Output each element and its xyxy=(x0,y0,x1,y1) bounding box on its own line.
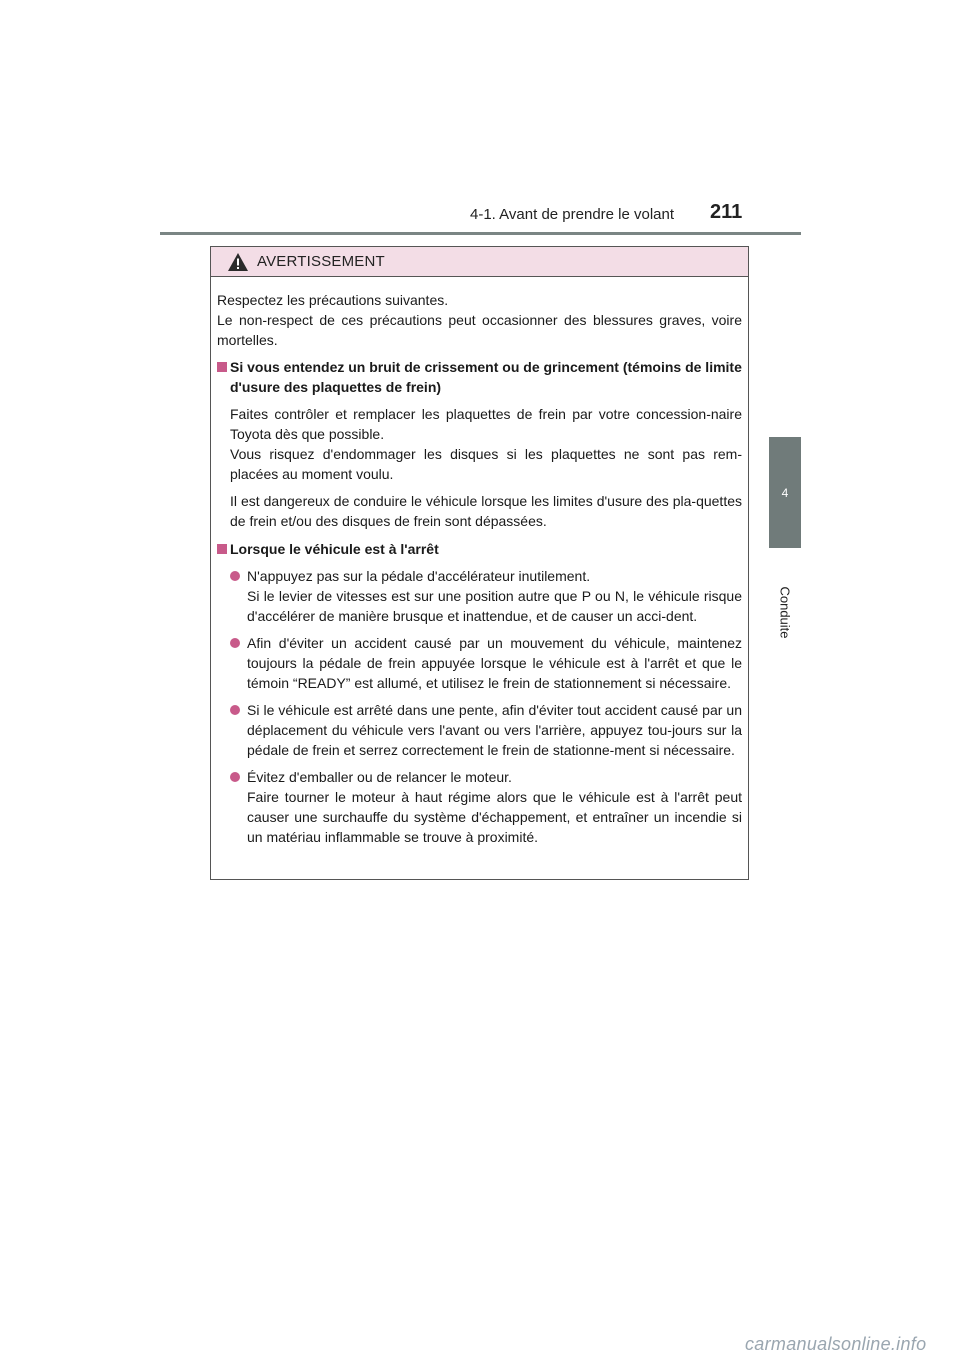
chapter-number: 4 xyxy=(781,485,789,500)
section-vehicle-stopped xyxy=(217,539,742,566)
warning-triangle-icon xyxy=(227,252,249,272)
bullet-icon xyxy=(230,633,247,693)
bullet-icon xyxy=(230,566,247,626)
chapter-tab[interactable] xyxy=(769,437,801,548)
chapter-label-tab xyxy=(769,552,801,672)
bullet-text: Si le véhicule est arrêté dans une pente, afin d'éviter tout accident causé par un déplacement du véhicule vers l'avant ou vers l'arrière, appuyez tou-jours sur la pédale de frein et serrez correctement le frein de stationne-ment si nécessaire. xyxy=(247,702,742,758)
header-divider xyxy=(160,232,801,235)
bullet-text: N'appuyez pas sur la pédale d'accélérateur inutilement. xyxy=(247,568,591,584)
intro-line: Le non-respect de ces précautions peut occasionner des blessures graves, voire mortelles. xyxy=(217,312,742,348)
chapter-label: Conduite xyxy=(777,585,793,639)
list-item xyxy=(230,566,742,626)
list-item xyxy=(230,700,742,760)
bullet-text: Si le levier de vitesses est sur une position autre que P ou N, le véhicule risque d'accélérer de manière brusque et inattendue, et de causer un acci-dent. xyxy=(247,588,742,624)
section-heading: Lorsque le véhicule est à l'arrêt xyxy=(230,541,439,557)
section-marker xyxy=(217,539,230,566)
warning-body xyxy=(211,277,748,847)
page-number: 211 xyxy=(710,201,743,223)
bullet-text: Faire tourner le moteur à haut régime alors que le véhicule est à l'arrêt peut causer une surchauffe du système d'échappement, et entraîner un incendie si un matériau inflammable se trouve à proximité. xyxy=(247,789,742,845)
section-title: 4-1. Avant de prendre le volant xyxy=(470,206,675,223)
warning-title: AVERTISSEMENT xyxy=(257,253,385,270)
watermark: carmanualsonline.info xyxy=(745,1334,927,1354)
section-heading: Si vous entendez un bruit de crissement ou de grincement (témoins de limite d'usure des plaquettes de frein) xyxy=(230,359,742,395)
warning-header xyxy=(211,247,748,277)
list-item xyxy=(230,633,742,693)
section-marker xyxy=(217,357,230,538)
bullet-text: Évitez d'emballer ou de relancer le moteur. xyxy=(247,769,512,785)
bullet-text: Afin d'éviter un accident causé par un mouvement du véhicule, maintenez toujours la pédale de frein appuyée lorsque le véhicule est à l'arrêt et que le témoin “READY” est allumé, et utilisez le frein de stationnement si nécessaire. xyxy=(247,635,742,691)
list-item xyxy=(230,767,742,847)
paragraph: Faites contrôler et remplacer les plaquettes de frein par votre concession-naire Toyota dès que possible. xyxy=(230,406,742,442)
intro-line: Respectez les précautions suivantes. xyxy=(217,292,449,308)
paragraph: Il est dangereux de conduire le véhicule lorsque les limites d'usure des pla-quettes de frein et/ou des disques de frein sont dépassées. xyxy=(230,493,742,529)
paragraph: Vous risquez d'endommager les disques si les plaquettes ne sont pas rem-placées au moment voulu. xyxy=(230,446,742,482)
bullet-icon xyxy=(230,767,247,847)
bullet-icon xyxy=(230,700,247,760)
warning-box xyxy=(210,246,749,880)
section-brake-noise xyxy=(217,357,742,538)
